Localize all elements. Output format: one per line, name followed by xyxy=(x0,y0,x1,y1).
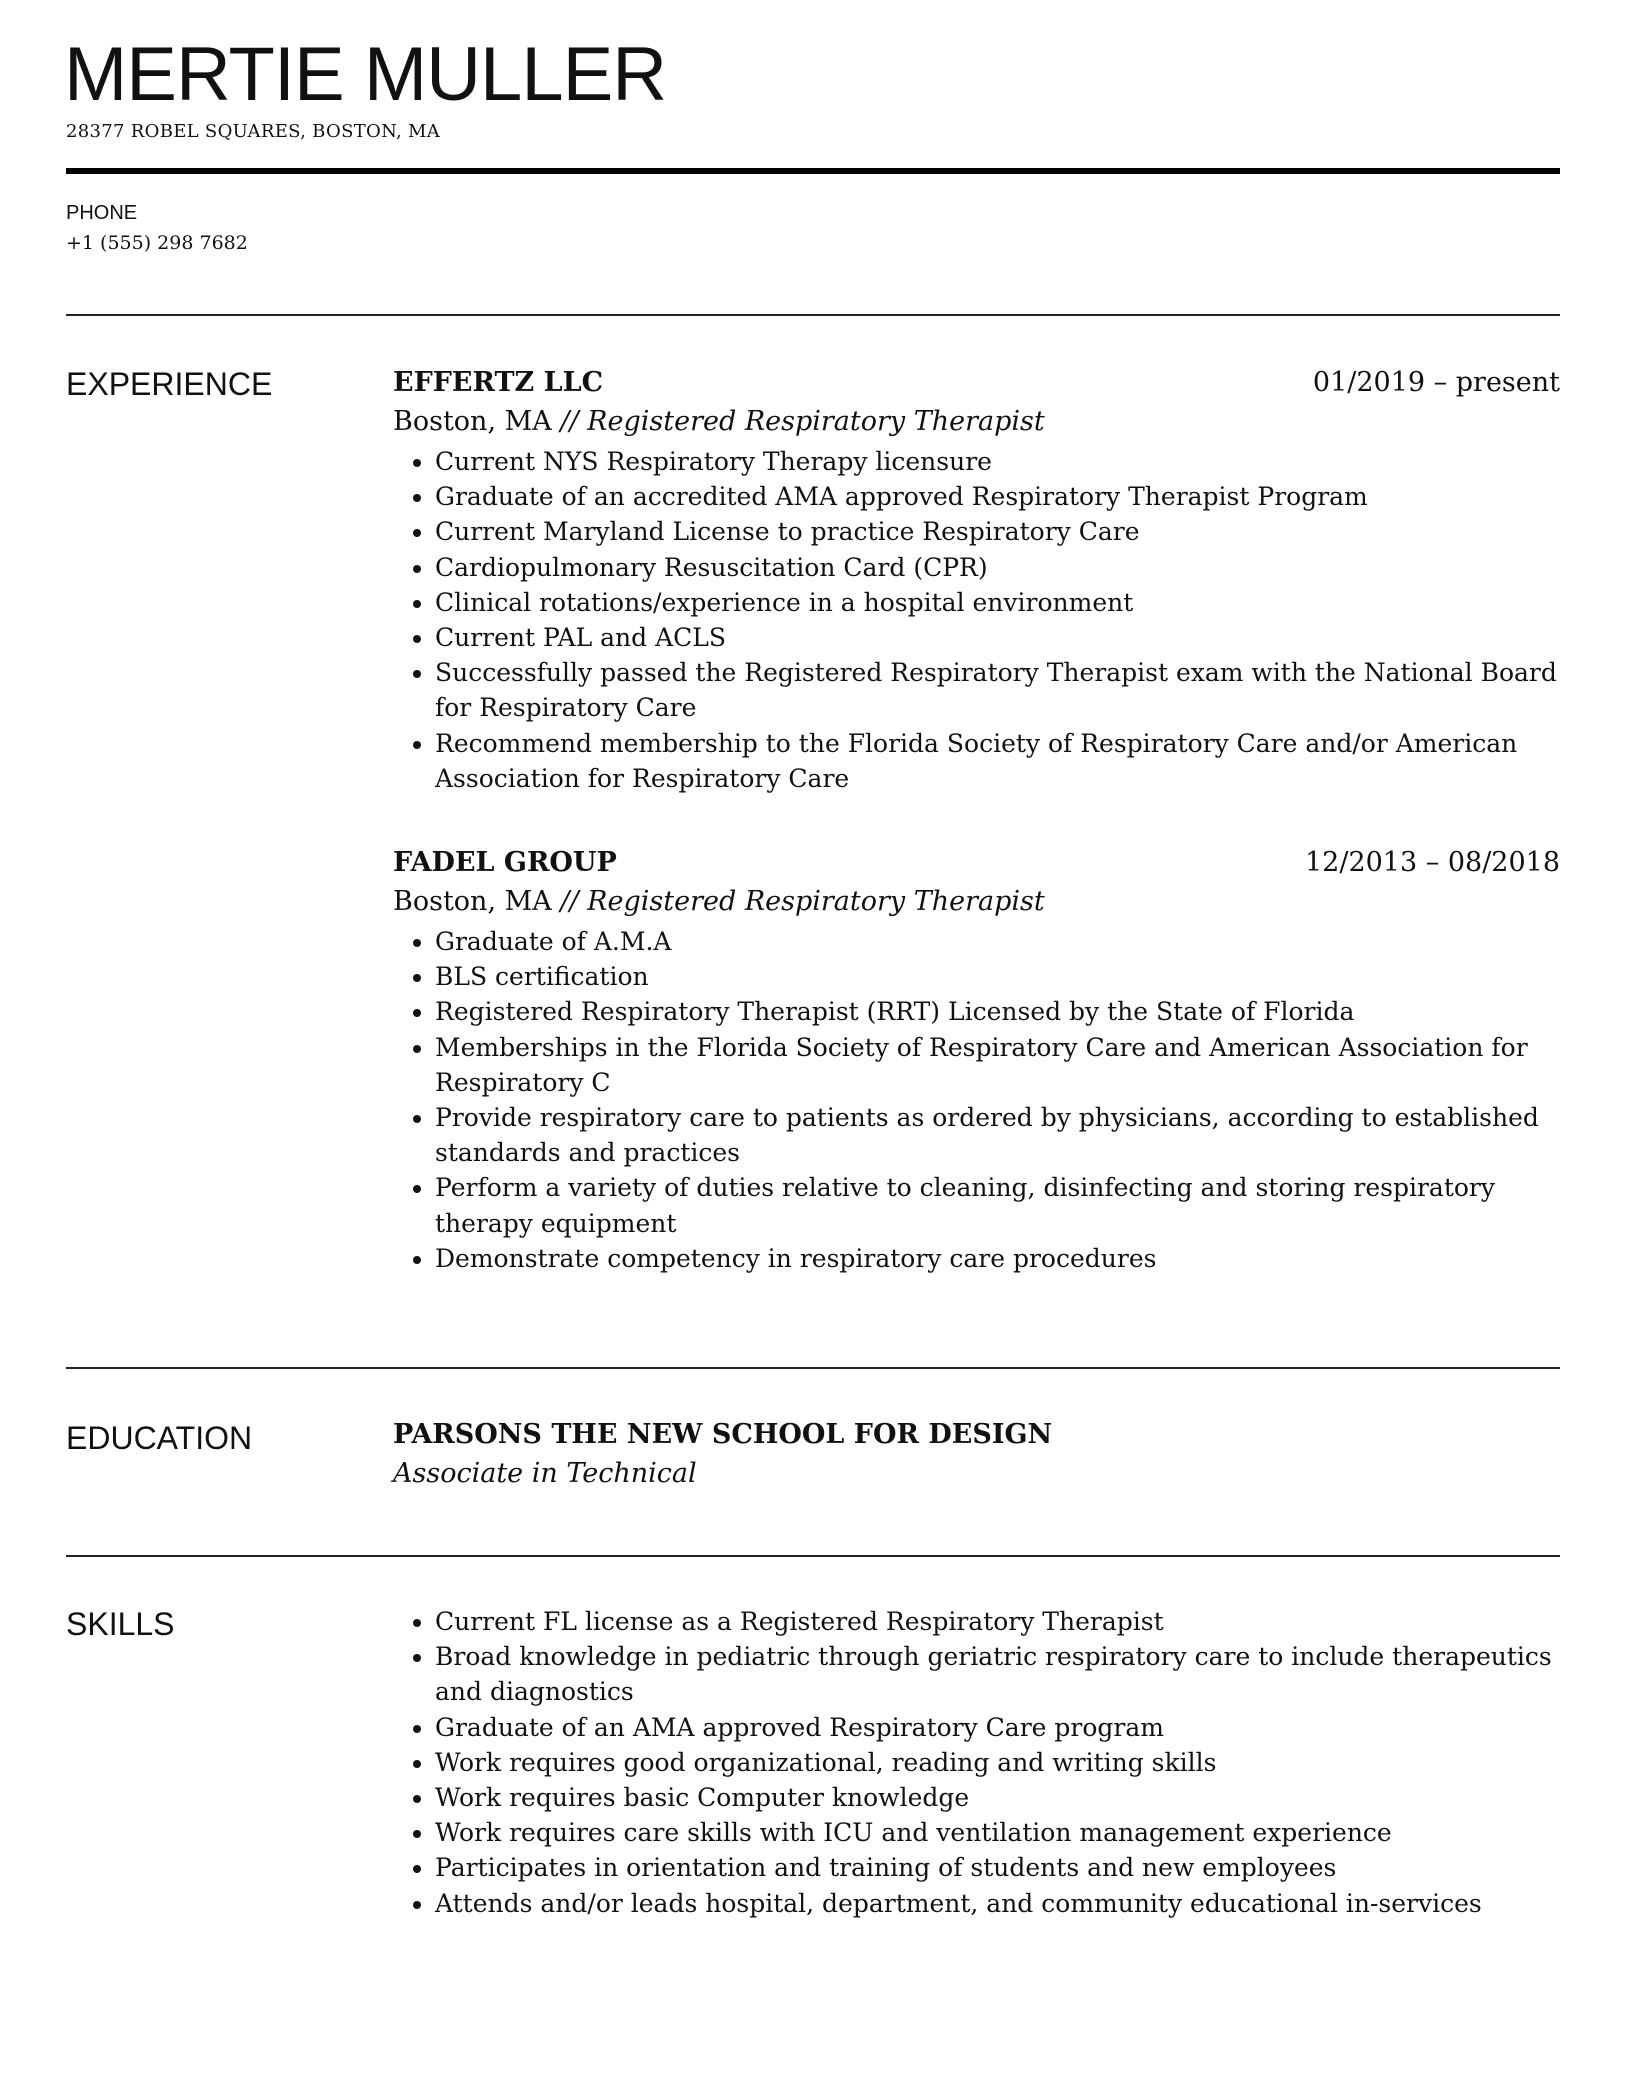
degree: Associate in Technical xyxy=(393,1458,697,1489)
phone-number: +1 (555) 298 7682 xyxy=(66,232,248,254)
list-item: • BLS certification xyxy=(435,959,1560,994)
list-item: • Provide respiratory care to patients as ordered by physicians, according to established standards and practices xyxy=(435,1100,1560,1170)
list-item: • Graduate of A.M.A xyxy=(435,924,1560,959)
list-item: • Current PAL and ACLS xyxy=(435,620,1560,655)
list-item: • Registered Respiratory Therapist (RRT) Licensed by the State of Florida xyxy=(435,994,1560,1029)
job-location: Boston, MA xyxy=(393,886,552,918)
skill-item: • Current FL license as a Registered Respiratory Therapist xyxy=(435,1604,1560,1639)
list-item: • Clinical rotations/experience in a hospital environment xyxy=(435,585,1560,620)
list-item: • Successfully passed the Registered Respiratory Therapist exam with the National Board for Respiratory Care xyxy=(435,655,1560,725)
job-title: Registered Respiratory Therapist xyxy=(587,406,1045,437)
company-name: FADEL GROUP xyxy=(393,847,617,879)
job-location: Boston, MA xyxy=(393,406,552,437)
skills-list xyxy=(393,1604,1560,1921)
header-divider xyxy=(66,168,1560,174)
job-entry xyxy=(393,364,1560,796)
skill-item: • Participates in orientation and training of students and new employees xyxy=(435,1850,1560,1885)
skill-item: • Work requires basic Computer knowledge xyxy=(435,1780,1560,1815)
list-item: • Memberships in the Florida Society of Respiratory Care and American Association for Respiratory C xyxy=(435,1030,1560,1100)
list-item: • Current NYS Respiratory Therapy licensure xyxy=(435,444,1560,479)
job-entry xyxy=(393,844,1560,1276)
separator: // xyxy=(560,886,579,918)
list-item: • Current Maryland License to practice Respiratory Care xyxy=(435,514,1560,549)
school-name: PARSONS THE NEW SCHOOL FOR DESIGN xyxy=(393,1419,1053,1450)
experience-section xyxy=(393,364,1560,1324)
list-item: • Cardiopulmonary Resuscitation Card (CPR) xyxy=(435,550,1560,585)
divider xyxy=(66,1367,1560,1369)
divider xyxy=(66,1555,1560,1557)
skill-item: • Work requires care skills with ICU and ventilation management experience xyxy=(435,1815,1560,1850)
skills-section xyxy=(393,1602,1560,1921)
job-bullets xyxy=(393,444,1560,796)
phone-label: PHONE xyxy=(66,202,138,224)
job-title: Registered Respiratory Therapist xyxy=(587,886,1045,918)
education-label: EDUCATION xyxy=(66,1420,253,1456)
list-item: • Perform a variety of duties relative to cleaning, disinfecting and storing respiratory therapy equipment xyxy=(435,1170,1560,1240)
list-item: • Recommend membership to the Florida Society of Respiratory Care and/or American Association for Respiratory Care xyxy=(435,726,1560,796)
divider xyxy=(66,314,1560,316)
skill-item: • Work requires good organizational, reading and writing skills xyxy=(435,1745,1560,1780)
skill-item: • Broad knowledge in pediatric through geriatric respiratory care to include therapeutics and diagnostics xyxy=(435,1639,1560,1709)
address: 28377 ROBEL SQUARES, BOSTON, MA xyxy=(66,121,441,142)
company-name: EFFERTZ LLC xyxy=(393,367,604,398)
experience-label: EXPERIENCE xyxy=(66,366,273,402)
skill-item: • Graduate of an AMA approved Respiratory Care program xyxy=(435,1710,1560,1745)
list-item: • Demonstrate competency in respiratory care procedures xyxy=(435,1241,1560,1276)
candidate-name: MERTIE MULLER xyxy=(64,32,667,117)
separator: // xyxy=(560,406,579,437)
job-dates: 12/2013 – 08/2018 xyxy=(1305,847,1560,879)
skills-label: SKILLS xyxy=(66,1606,175,1642)
education-section xyxy=(393,1416,1560,1494)
job-bullets xyxy=(393,924,1560,1276)
list-item: • Graduate of an accredited AMA approved Respiratory Therapist Program xyxy=(435,479,1560,514)
skill-item: • Attends and/or leads hospital, department, and community educational in-services xyxy=(435,1886,1560,1921)
job-dates: 01/2019 – present xyxy=(1312,367,1560,398)
